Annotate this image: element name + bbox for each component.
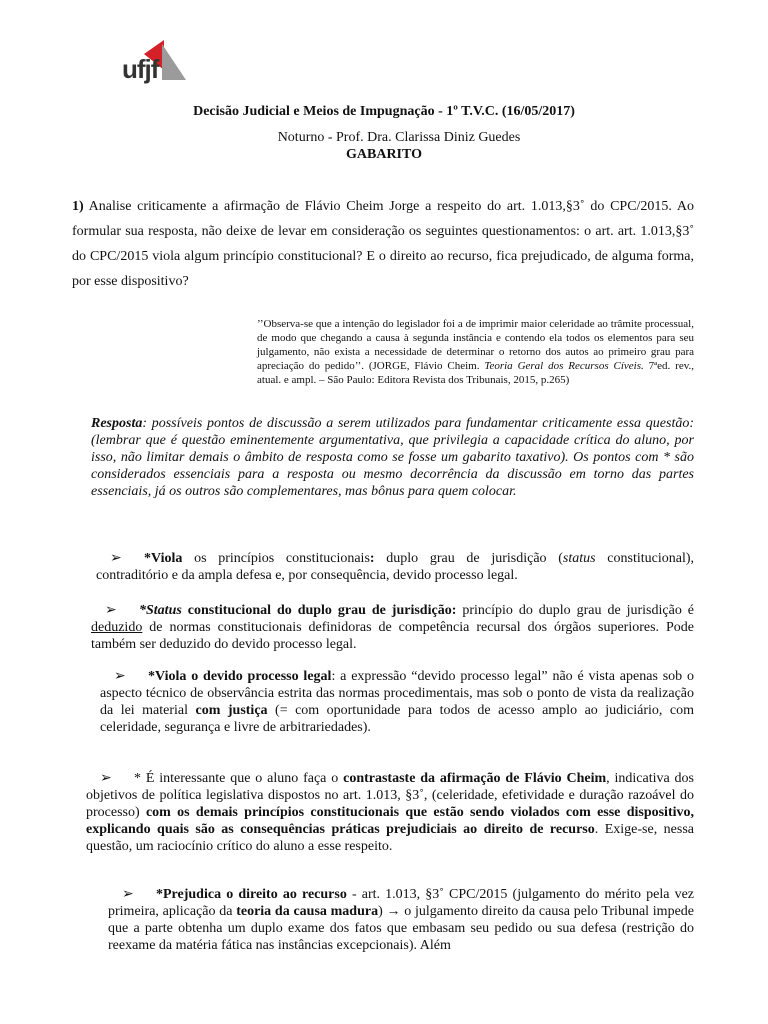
- answer-text: : possíveis pontos de discussão a serem utilizados para fundamentar criticamente essa questão: (lembrar que é questão eminentemente argumentativa, que privilegia a capacidade crítica do aluno, por isso, não limitar demais o âmbito de resposta como se fosse um gabarito taxativo). Os pontos com * são considerados essenciais para a resposta ou mesmo decorrência da discussão em torno das partes essenciais, já os outros são complementares, mas bônus para quem colocar.: [91, 416, 694, 499]
- b2-bold: constitucional do duplo grau de jurisdição:: [181, 603, 457, 618]
- bullet-item-1: [96, 550, 694, 584]
- right-arrow-icon: →: [386, 904, 401, 919]
- gabarito-label: GABARITO: [346, 147, 422, 162]
- b5-t3: o julgamento direito da causa pelo Tribunal impede que a parte obtenha um duplo exame dos fatos que embasam seu pedido ou sua defesa (restrição do reexame da matéria fática nas instâncias excepcionais). Além: [108, 904, 694, 953]
- citation-quote: [257, 317, 694, 387]
- svg-text:ufjf: ufjf: [122, 54, 159, 84]
- question-1: [72, 194, 694, 294]
- b5-t1: - art. 1.013, §3˚ CPC/2015 (julgamento do mérito pela vez primeira, aplicação da: [108, 887, 694, 919]
- question-number: 1): [72, 199, 84, 214]
- b4-t1: * É interessante que o aluno faça o: [134, 771, 344, 786]
- document-title: Decisão Judicial e Meios de Impugnação - 1º T.V.C. (16/05/2017): [193, 104, 575, 119]
- b2-t2: de normas constitucionais definidoras de competência recursal dos órgãos superiores. Pode também ser deduzido do devido processo legal.: [91, 620, 694, 652]
- b1-t1: os princípios constitucionais: [182, 551, 370, 566]
- b5-t2: ): [378, 904, 387, 919]
- b2-bold-wrap: [139, 603, 456, 618]
- b1-t2: duplo grau de jurisdição (: [374, 551, 563, 566]
- arrow-bullet-icon: ➢: [105, 603, 117, 618]
- b3-bold1: *Viola o devido processo legal: [148, 669, 332, 684]
- b1-bold1: *Viola: [144, 551, 183, 566]
- b4-t2: , indicativa dos objetivos de política legislativa dispostos no art. 1.013, §3˚, (celeridade, efetividade e duração razoável do processo): [86, 771, 694, 820]
- b4-bold2: com os demais princípios constitucionais que estão sendo violados com esse dispositivo, explicando quais são as consequências práticas prejudiciais ao direito de recurso: [86, 805, 694, 837]
- b1-italic: status: [562, 551, 596, 566]
- arrow-bullet-icon: ➢: [110, 551, 122, 566]
- ufjf-logo-graphic: [116, 40, 200, 88]
- b2-bold-italic: *Status: [139, 603, 182, 618]
- b1-bold2: :: [369, 551, 375, 566]
- b2-underlined: deduzido: [91, 620, 143, 635]
- bullet-item-5: [108, 886, 694, 954]
- answer-label: Resposta: [91, 416, 143, 431]
- b4-bold1: contrastaste da afirmação de Flávio Cheim: [343, 771, 607, 786]
- ufjf-logo: [116, 40, 200, 88]
- b2-t1: princípio do duplo grau de jurisdição é: [456, 603, 694, 618]
- quote-book-title: Teoria Geral dos Recursos Cíveis.: [484, 360, 644, 372]
- b4-t3: . Exige-se, nessa questão, um raciocínio crítico do aluno a esse respeito.: [86, 822, 694, 854]
- arrow-bullet-icon: ➢: [122, 887, 134, 902]
- quote-reference: 7ªed. rev., atual. e ampl. – São Paulo: Editora Revista dos Tribunais, 2015, p.265): [257, 360, 695, 386]
- b5-bold1: *Prejudica o direito ao recurso: [156, 887, 347, 902]
- bullet-item-2: [91, 602, 694, 653]
- question-text: Analise criticamente a afirmação de Flávio Cheim Jorge a respeito do art. 1.013,§3˚ do CPC/2015. Ao formular sua resposta, não deixe de levar em consideração os seguintes questionamentos: o art. art. 1.013,§3˚ do CPC/2015 viola algum princípio constitucional? E o direito ao recurso, fica prejudicado, de alguma forma, por esse dispositivo?: [72, 199, 694, 289]
- bullet-item-3: [100, 668, 694, 736]
- b1-t3: constitucional), contraditório e da ampla defesa e, por consequência, devido processo legal.: [96, 551, 695, 583]
- arrow-bullet-icon: ➢: [100, 771, 112, 786]
- answer-intro: [91, 415, 694, 500]
- b5-bold2: teoria da causa madura: [236, 904, 379, 919]
- document-subtitle: Noturno - Prof. Dra. Clarissa Diniz Guedes: [277, 130, 521, 145]
- arrow-bullet-icon: ➢: [114, 669, 126, 684]
- b3-bold2: com justiça: [195, 703, 268, 718]
- b3-t1: : a expressão “devido processo legal” não é vista apenas sob o aspecto técnico de observância estrita das normas procedimentais, mas sob o ponto de vista da realização da lei material: [100, 669, 694, 718]
- bullet-item-4: [86, 770, 694, 855]
- b3-t2: (= com oportunidade para todos de acesso amplo ao judiciário, com celeridade, segurança e livre de arbitrariedades).: [100, 703, 694, 735]
- quote-text: ’’Observa-se que a intenção do legislador foi a de imprimir maior celeridade ao trâmite processual, de modo que chegando a causa à segunda instância e contendo ela todos os elementos para seu julgamento, não exista a necessidade de determinar o retorno dos autos ao primeiro grau para apreciação do pedido’’. (JORGE, Flávio Cheim.: [257, 318, 694, 372]
